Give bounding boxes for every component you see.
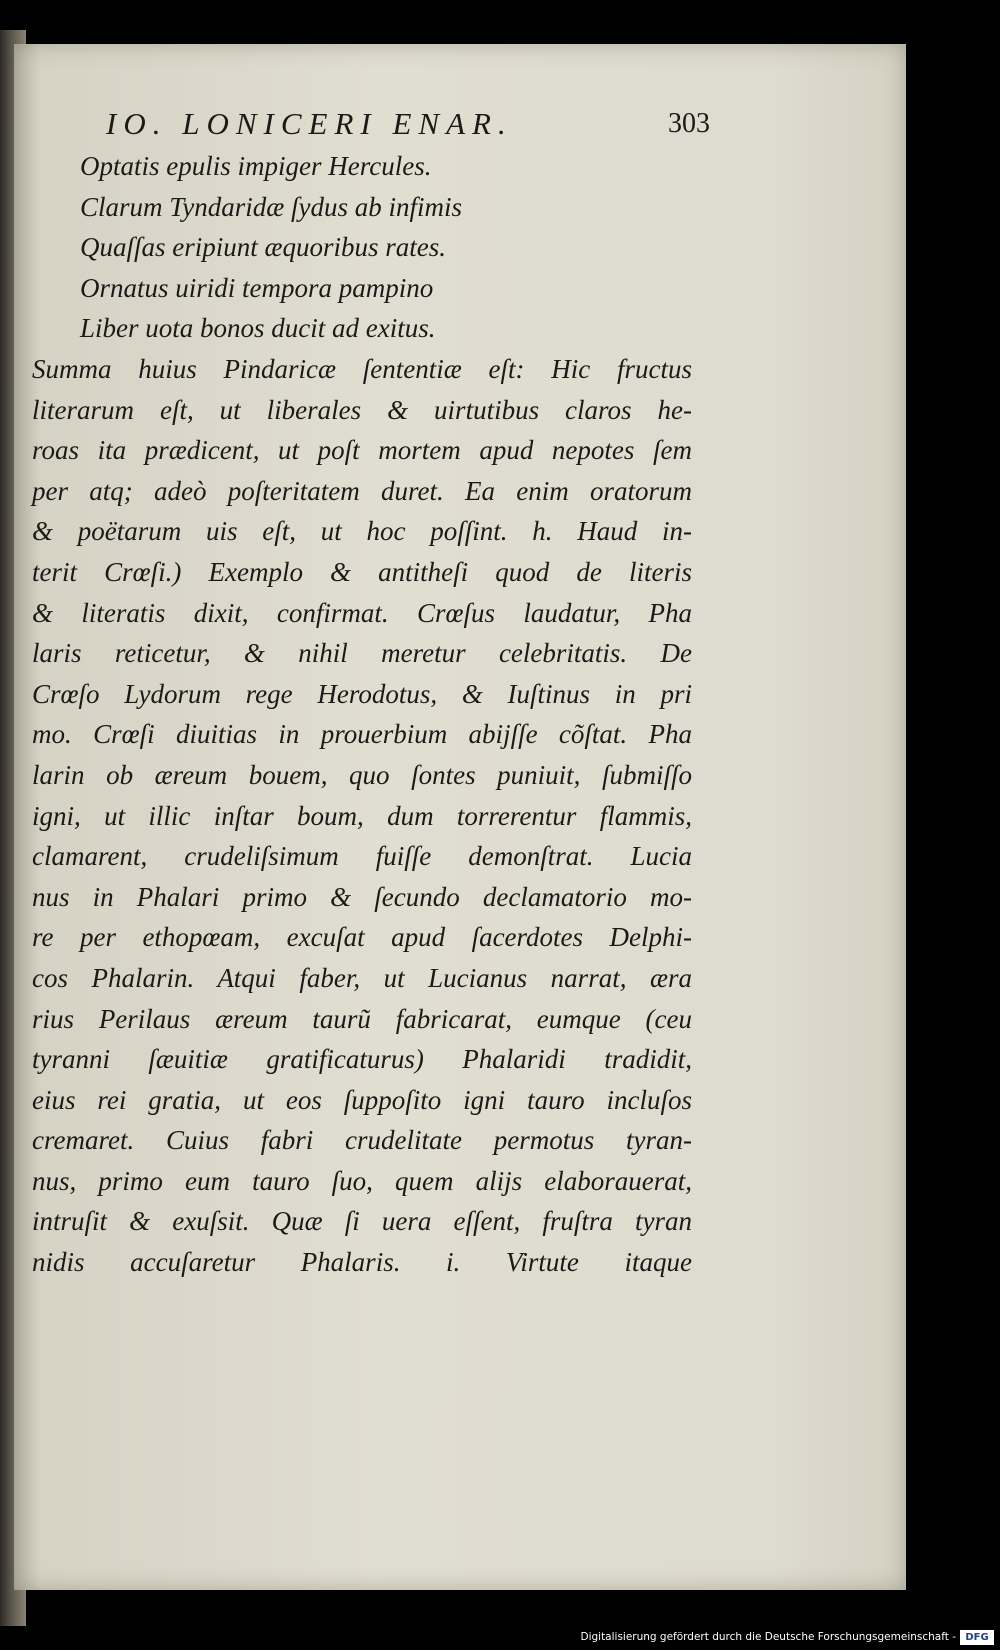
text-line: larin ob æreum bouem, quo ſontes puniuit, ſubmiſſo xyxy=(32,759,692,790)
text-line: Summa huius Pindaricæ ſententiæ eſt: Hic fructus xyxy=(32,354,692,384)
text-line: cremaret. Cuius fabri crudelitate permotus tyran- xyxy=(32,1125,692,1156)
text-line: nus, primo eum tauro ſuo, quem alijs elaborauerat, xyxy=(32,1165,692,1196)
text-line: igni, ut illic inſtar boum, dum torrerentur flammis, xyxy=(32,800,692,831)
verse-block xyxy=(66,146,686,349)
verse-line: Liber uota bonos ducit ad exitus. xyxy=(80,313,436,343)
text-line: re per ethopœam, excuſat apud ſacerdotes Delphi- xyxy=(32,922,692,953)
funding-credit: Digitalisierung gefördert durch die Deutsche Forschungsgemeinschaft - xyxy=(580,1631,956,1643)
text-line: clamarent, crudeliſsimum fuiſſe demonſtrat. Lucia xyxy=(32,841,692,872)
verse-line: Quaſſas eripiunt æquoribus rates. xyxy=(80,232,447,262)
digitization-footer xyxy=(0,1626,1000,1650)
text-line: cos Phalarin. Atqui faber, ut Lucianus narrat, æra xyxy=(32,962,692,993)
text-line: tyranni ſæuitiæ gratificaturus) Phalaridi tradidit, xyxy=(32,1044,692,1075)
text-line: eius rei gratia, ut eos ſuppoſito igni tauro incluſos xyxy=(32,1084,692,1115)
text-line: mo. Crœſi diuitias in prouerbium abijſſe cõſtat. Pha xyxy=(32,719,692,750)
verse-line: Ornatus uiridi tempora pampino xyxy=(80,272,434,303)
text-line: roas ita prædicent, ut poſt mortem apud nepotes ſem xyxy=(32,435,692,466)
verse-line: Optatis epulis impiger Hercules. xyxy=(80,151,432,181)
page-header xyxy=(90,106,710,146)
text-line: intruſit & exuſsit. Quæ ſi uera eſſent, fruſtra tyran xyxy=(32,1206,692,1237)
commentary-text xyxy=(32,349,692,1283)
page-number: 303 xyxy=(668,108,710,139)
text-line: nidis accuſaretur Phalaris. i. Virtute itaque xyxy=(32,1247,692,1278)
text-line: terit Crœſi.) Exemplo & antitheſi quod de literis xyxy=(32,556,692,587)
text-line: Crœſo Lydorum rege Herodotus, & Iuſtinus in pri xyxy=(32,678,692,709)
text-line: & poëtarum uis eſt, ut hoc poſſint. h. Haud in- xyxy=(32,516,692,547)
text-line: per atq; adeò poſteritatem duret. Ea enim oratorum xyxy=(32,475,692,506)
text-line: nus in Phalari primo & ſecundo declamatorio mo- xyxy=(32,881,692,912)
running-head: IO. LONICERI ENAR. xyxy=(106,106,513,141)
verse-line: Clarum Tyndaridæ ſydus ab infimis xyxy=(80,191,463,222)
text-line: & literatis dixit, confirmat. Crœſus laudatur, Pha xyxy=(32,597,692,628)
book-page xyxy=(14,44,906,1590)
text-line: literarum eſt, ut liberales & uirtutibus claros he- xyxy=(32,394,692,425)
text-line: laris reticetur, & nihil meretur celebritatis. De xyxy=(32,638,692,669)
dfg-logo: DFG xyxy=(960,1630,994,1645)
text-line: rius Perilaus æreum taurũ fabricarat, eumque (ceu xyxy=(32,1003,692,1034)
